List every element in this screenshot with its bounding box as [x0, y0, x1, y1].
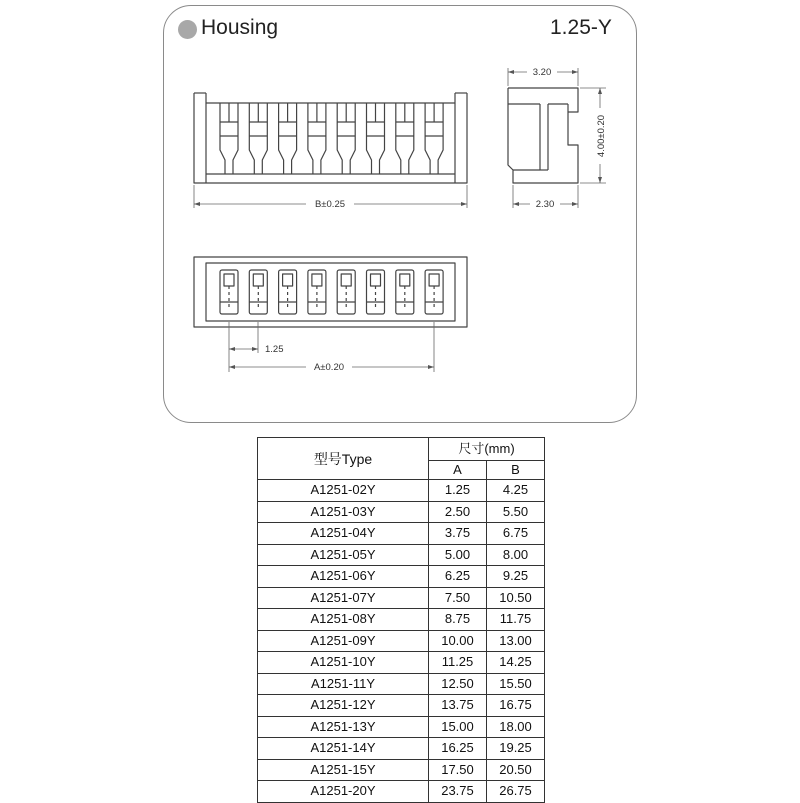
cell-b: 26.75: [487, 781, 545, 803]
cell-b: 8.00: [487, 544, 545, 566]
front-view: [194, 93, 467, 183]
cell-a: 8.75: [429, 609, 487, 631]
bottom-pin-group: [220, 270, 443, 314]
table-row: [258, 630, 545, 652]
cell-type: A1251-13Y: [258, 716, 429, 738]
table-row: [258, 781, 545, 803]
cell-type: A1251-11Y: [258, 673, 429, 695]
cell-type: A1251-06Y: [258, 566, 429, 588]
dim-top-width-label: 3.20: [532, 67, 552, 78]
cell-b: 16.75: [487, 695, 545, 717]
table-row: [258, 566, 545, 588]
cell-a: 23.75: [429, 781, 487, 803]
cell-type: A1251-05Y: [258, 544, 429, 566]
cell-type: A1251-14Y: [258, 738, 429, 760]
cell-type: A1251-10Y: [258, 652, 429, 674]
cell-a: 16.25: [429, 738, 487, 760]
table-row: [258, 716, 545, 738]
cell-a: 6.25: [429, 566, 487, 588]
table-row: [258, 587, 545, 609]
cell-b: 4.25: [487, 480, 545, 502]
col-b-header: B: [487, 461, 545, 480]
bottom-view: [194, 257, 467, 327]
bottom-pin: [425, 270, 443, 314]
dim-a-label: A±0.20: [313, 362, 345, 373]
series-label: 1.25-Y: [550, 16, 612, 39]
bottom-pin: [308, 270, 326, 314]
bottom-pin: [220, 270, 238, 314]
table-row: [258, 759, 545, 781]
cell-b: 5.50: [487, 501, 545, 523]
cell-b: 6.75: [487, 523, 545, 545]
front-pin: [367, 103, 385, 174]
cell-b: 19.25: [487, 738, 545, 760]
cell-b: 13.00: [487, 630, 545, 652]
cell-type: A1251-08Y: [258, 609, 429, 631]
dim-bottom-width-label: 2.30: [535, 199, 555, 210]
cell-type: A1251-12Y: [258, 695, 429, 717]
cell-type: A1251-07Y: [258, 587, 429, 609]
cell-b: 18.00: [487, 716, 545, 738]
table-row: [258, 695, 545, 717]
cell-b: 15.50: [487, 673, 545, 695]
cell-type: A1251-03Y: [258, 501, 429, 523]
cell-type: A1251-20Y: [258, 781, 429, 803]
bottom-pin: [367, 270, 385, 314]
bottom-pin: [249, 270, 267, 314]
dim-b-label: B±0.25: [314, 199, 346, 210]
table-row: [258, 652, 545, 674]
cell-a: 15.00: [429, 716, 487, 738]
front-pin: [337, 103, 355, 174]
col-a-header: A: [429, 461, 487, 480]
front-pin: [308, 103, 326, 174]
cell-a: 13.75: [429, 695, 487, 717]
dim-pitch-label: 1.25: [265, 344, 284, 355]
drawing-title: Housing: [201, 16, 279, 39]
cell-b: 9.25: [487, 566, 545, 588]
front-pin: [249, 103, 267, 174]
bottom-pin: [337, 270, 355, 314]
table-row: [258, 501, 545, 523]
type-column-header: 型号Type: [258, 438, 429, 480]
front-pin: [425, 103, 443, 174]
size-column-header: 尺寸(mm): [429, 438, 545, 461]
cell-a: 5.00: [429, 544, 487, 566]
cell-a: 11.25: [429, 652, 487, 674]
cell-b: 11.75: [487, 609, 545, 631]
cell-a: 3.75: [429, 523, 487, 545]
table-header-row: [258, 438, 545, 461]
spec-table: [257, 437, 545, 803]
table-row: [258, 544, 545, 566]
front-pin: [220, 103, 238, 174]
bottom-pin: [279, 270, 297, 314]
table-row: [258, 738, 545, 760]
cell-a: 17.50: [429, 759, 487, 781]
cell-a: 2.50: [429, 501, 487, 523]
cell-type: A1251-09Y: [258, 630, 429, 652]
dim-height-label: 4.00±0.20: [596, 114, 607, 158]
front-pin-group: [220, 103, 443, 174]
cell-b: 14.25: [487, 652, 545, 674]
cell-a: 12.50: [429, 673, 487, 695]
front-pin: [279, 103, 297, 174]
bottom-pin: [396, 270, 414, 314]
table-row: [258, 480, 545, 502]
cell-type: A1251-02Y: [258, 480, 429, 502]
cell-a: 10.00: [429, 630, 487, 652]
table-row: [258, 523, 545, 545]
side-view: [508, 88, 578, 183]
cell-a: 7.50: [429, 587, 487, 609]
table-row: [258, 673, 545, 695]
cell-b: 10.50: [487, 587, 545, 609]
cell-b: 20.50: [487, 759, 545, 781]
cell-a: 1.25: [429, 480, 487, 502]
cell-type: A1251-04Y: [258, 523, 429, 545]
table-row: [258, 609, 545, 631]
front-pin: [396, 103, 414, 174]
cell-type: A1251-15Y: [258, 759, 429, 781]
